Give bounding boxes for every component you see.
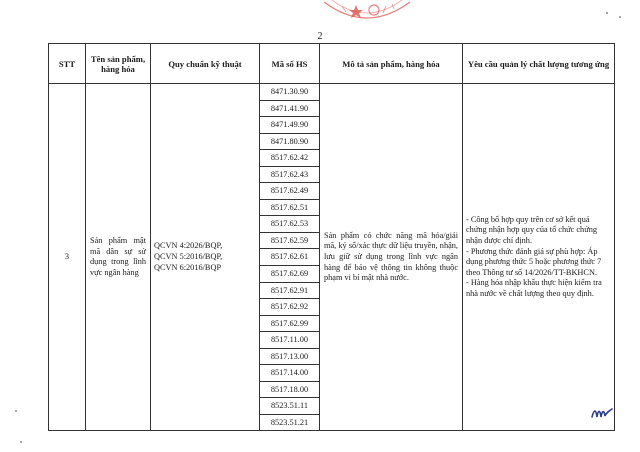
- row-description: Sản phẩm có chức năng mã hóa/giải mã, ký số/xác thực dữ liệu truyền, nhận, lưu giữ sử dụng trong lĩnh vực ngân hàng để bảo vệ thông tin không thuộc phạm vi bí mật nhà nước.: [320, 84, 463, 431]
- hs-code: 8517.62.91: [260, 283, 319, 300]
- hs-code: 8523.51.11: [260, 398, 319, 415]
- header-technical-standard: Quy chuẩn kỹ thuật: [151, 44, 260, 84]
- hs-code: 8517.62.92: [260, 299, 319, 316]
- row-requirements: [463, 84, 615, 431]
- standard-item: QCVN 5:2016/BQP,: [154, 251, 223, 261]
- official-seal-stamp: [322, 0, 412, 22]
- product-table: [48, 43, 615, 431]
- hs-code: 8517.62.43: [260, 167, 319, 184]
- header-description: Mô tả sản phẩm, hàng hóa: [320, 44, 463, 84]
- scan-speck: [20, 441, 22, 443]
- hs-code: 8517.14.00: [260, 365, 319, 382]
- hs-code: 8517.62.51: [260, 200, 319, 217]
- hs-code: 8517.62.61: [260, 249, 319, 266]
- row-hs-codes: [260, 84, 320, 431]
- hs-code: 8471.30.90: [260, 84, 319, 101]
- header-quality-requirements: Yêu cầu quản lý chất lượng tương ứng: [463, 44, 615, 84]
- scan-speck: [606, 12, 608, 14]
- hs-code: 8523.51.21: [270, 417, 309, 427]
- hs-code: 8517.11.00: [260, 332, 319, 349]
- table-row: [49, 84, 615, 431]
- header-product-name: Tên sản phẩm, hàng hóa: [86, 44, 151, 84]
- row-product-name: Sản phẩm mật mã dân sự sử dụng trong lĩnh vực ngân hàng: [86, 84, 151, 431]
- scan-speck: [619, 16, 621, 18]
- requirement-item: - Phương thức đánh giá sự phù hợp: Áp dụng phương thức 5 hoặc phương thức 7 theo Thông tư số 14/2026/TT-BKHCN.: [466, 246, 602, 277]
- header-stt: STT: [49, 44, 86, 84]
- row-standards: [151, 84, 260, 431]
- table-header-row: [49, 44, 615, 84]
- row-stt: 3: [49, 84, 86, 431]
- requirement-item: - Công bố hợp quy trên cơ sở kết quả chứng nhận hợp quy của tổ chức chứng nhận được chỉ định.: [466, 214, 598, 246]
- hs-code: 8517.62.49: [260, 183, 319, 200]
- hs-code: 8471.49.90: [260, 117, 319, 134]
- hs-code: 8471.80.90: [260, 134, 319, 151]
- hs-code: 8471.41.90: [260, 101, 319, 118]
- hs-code: 8517.62.53: [260, 216, 319, 233]
- handwritten-initials: [591, 406, 613, 420]
- hs-code: 8517.18.00: [260, 382, 319, 399]
- scan-speck: [15, 410, 17, 412]
- hs-code: 8517.62.69: [260, 266, 319, 283]
- requirement-item: - Hàng hóa nhập khẩu thực hiện kiểm tra nhà nước về chất lượng theo quy định.: [466, 278, 602, 299]
- standard-item: QCVN 4:2026/BQP,: [154, 241, 223, 251]
- page-number: 2: [317, 31, 323, 42]
- hs-code: 8517.13.00: [260, 349, 319, 366]
- standard-item: QCVN 6:2016/BQP: [154, 262, 222, 272]
- hs-code: 8517.62.99: [260, 316, 319, 333]
- header-hs-code: Mã số HS: [260, 44, 320, 84]
- hs-code: 8517.62.59: [260, 233, 319, 250]
- hs-code: 8517.62.42: [260, 150, 319, 167]
